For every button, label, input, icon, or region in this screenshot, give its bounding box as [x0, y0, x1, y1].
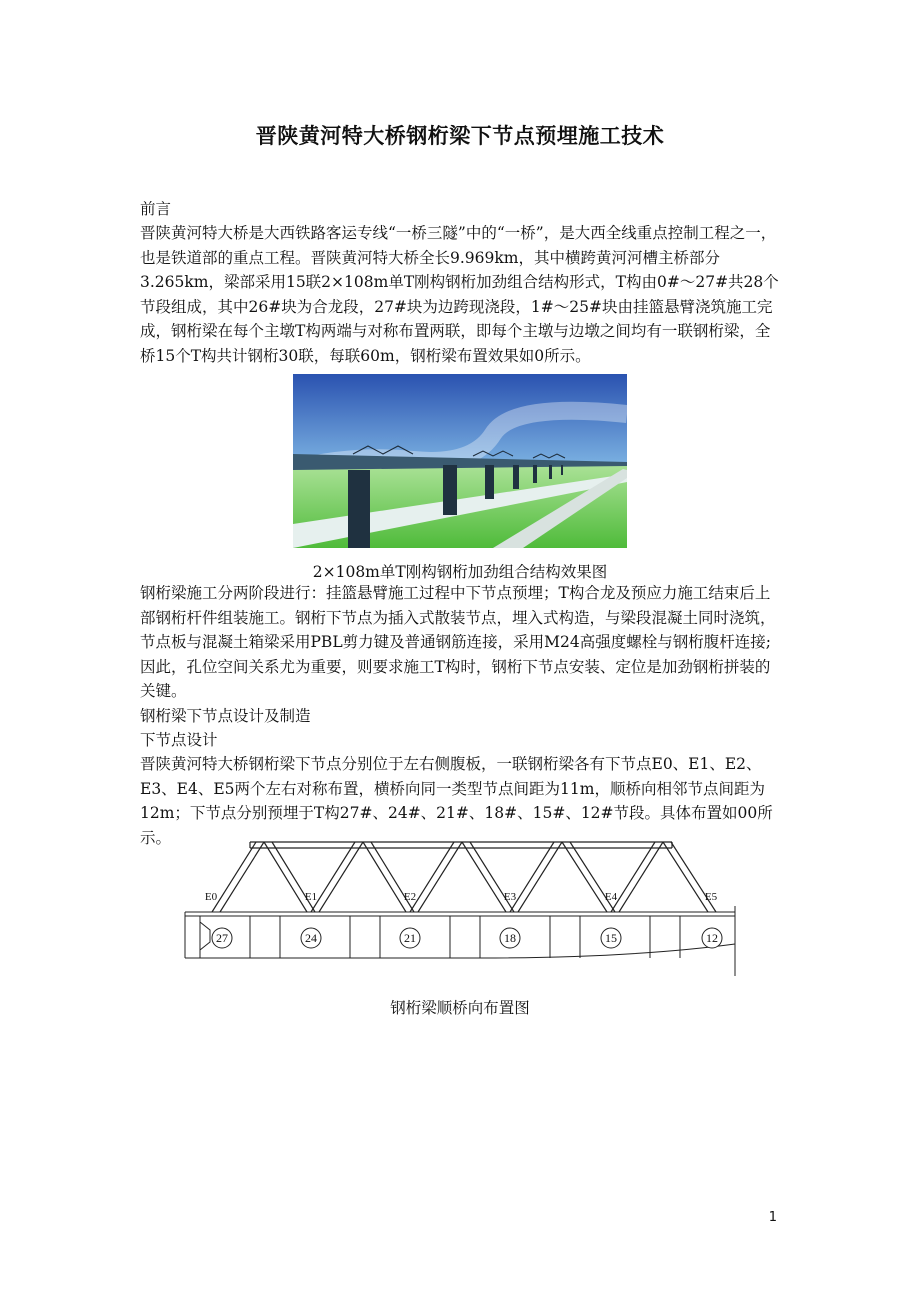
segment-label: 27 — [216, 931, 228, 945]
node-design-paragraph: 晋陕黄河特大桥钢桁梁下节点分别位于左右侧腹板，一联钢桁梁各有下节点E0、E1、E2、E3、E4、E5两个左右对称布置，横桥向同一类型节点间距为11m，顺桥向相邻节点间距为12m；下节点分别预埋于T构27#、24#、21#、18#、15#、12#节段。具体布置如00所示。 — [140, 755, 773, 847]
section-heading-design: 钢桁梁下节点设计及制造 — [140, 707, 311, 725]
page-title: 晋陕黄河特大桥钢桁梁下节点预埋施工技术 — [255, 123, 665, 148]
segment-label: 15 — [605, 931, 617, 945]
subsection-heading-node-design: 下节点设计 — [140, 731, 218, 749]
intro-paragraph: 晋陕黄河特大桥是大西铁路客运专线“一桥三隧”中的“一桥”，是大西全线重点控制工程之一，也是铁道部的重点工程。晋陕黄河特大桥全长9.969km，其中横跨黄河河槽主桥部分3.265km，梁部采用15联2×108m单T刚构钢桁加劲组合结构形式，T构由0#～27#共28个节段组成，其中26#块为合龙段，27#块为边跨现浇段，1#～25#块由挂篮悬臂浇筑施工完成，钢桁梁在每个主墩T构两端与对称布置两联，即每个主墩与边墩之间均有一联钢桁梁，全桥15个T构共计钢桁30联，每联60m，钢桁梁布置效果如0所示。 — [140, 224, 779, 365]
bridge-rendering-image — [293, 374, 627, 548]
node-label: E4 — [604, 891, 618, 903]
segment-label: 18 — [504, 931, 516, 945]
construction-paragraph: 钢桁梁施工分两阶段进行：挂篮悬臂施工过程中下节点预埋；T构合龙及预应力施工结束后上部钢桁杆件组装施工。钢桁下节点为插入式散装节点，埋入式构造，与梁段混凝土同时浇筑，节点板与混凝土箱梁采用PBL剪力键及普通钢筋连接，采用M24高强度螺栓与钢桁腹杆连接;因此，孔位空间关系尤为重要，则要求施工T构时，钢桁下节点安装、定位是加劲钢桁拼装的关键。 — [140, 584, 776, 700]
node-label: E2 — [403, 891, 417, 903]
page-number: 1 — [768, 1210, 777, 1225]
node-label: E5 — [704, 891, 718, 903]
preface-heading: 前言 — [140, 200, 172, 218]
segment-label: 12 — [706, 931, 718, 945]
node-label: E0 — [204, 891, 218, 903]
node-label: E3 — [503, 891, 517, 903]
figure1-caption: 2×108m单T刚构钢桁加劲组合结构效果图 — [312, 563, 608, 581]
segment-label: 24 — [305, 931, 317, 945]
figure2-caption: 钢桁梁顺桥向布置图 — [390, 999, 530, 1017]
segment-label: 21 — [404, 931, 416, 945]
node-label: E1 — [304, 891, 318, 903]
truss-layout-diagram — [180, 830, 750, 980]
